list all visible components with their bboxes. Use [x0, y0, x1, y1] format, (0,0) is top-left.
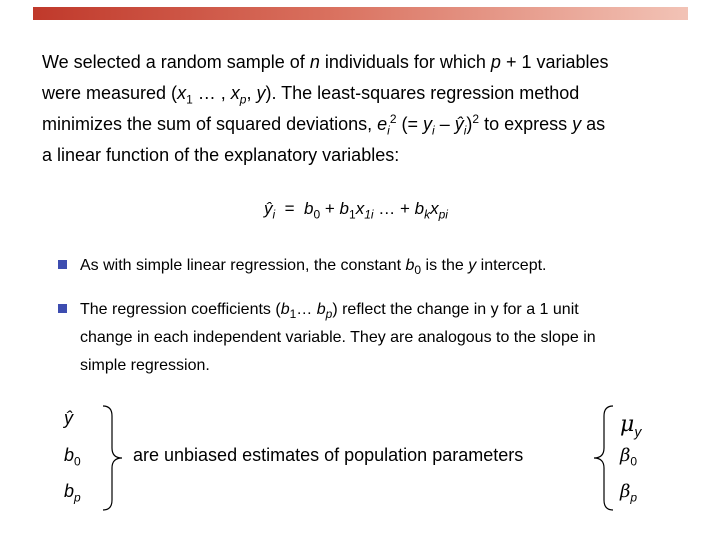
left-brace-icon [590, 404, 616, 512]
label-yhat: ŷ [64, 408, 73, 428]
bullet-coefficients: The regression coefficients ($b_1\dots$ $b_p$) reflect the change in y for a 1 unit change in each independent variable. They are analogous to the slope in simple regression. [58, 296, 678, 380]
bullet-list [58, 252, 678, 380]
title-accent-bar [33, 7, 688, 20]
label-mu-y: $\mu_y$ [620, 412, 642, 440]
para-line-1: We selected a random sample of n individuals for which p + 1 variables [42, 52, 609, 72]
bullet-square-icon [58, 304, 67, 313]
right-brace-icon [100, 404, 126, 512]
intro-paragraph [42, 47, 692, 171]
label-beta0: $\beta_0$ [620, 445, 638, 469]
para-line-3: minimizes the sum of squared deviations, $e_i^2$ (= $y_i$ – $ŷ_i)^2$ to express y as [42, 112, 606, 138]
bullet-intercept: As with simple linear regression, the constant $b_0$ is the y intercept. [58, 252, 678, 280]
label-b0: $b_0$ [64, 445, 81, 469]
para-line-4: a linear function of the explanatory variables: [42, 145, 400, 165]
label-bp: $b_p$ [64, 481, 81, 505]
estimates-statement: are unbiased estimates of population parameters [133, 445, 524, 465]
para-line-2: were measured ($x_1$ … , $x_p$, y). The least-squares regression method [42, 83, 580, 107]
bullet-square-icon [58, 260, 67, 269]
regression-equation: $ŷ_i = b_0 + b_1x_{1i}$ … + $b_kx_{pi}$ [264, 199, 448, 222]
label-betap: $\beta_p$ [620, 481, 638, 505]
